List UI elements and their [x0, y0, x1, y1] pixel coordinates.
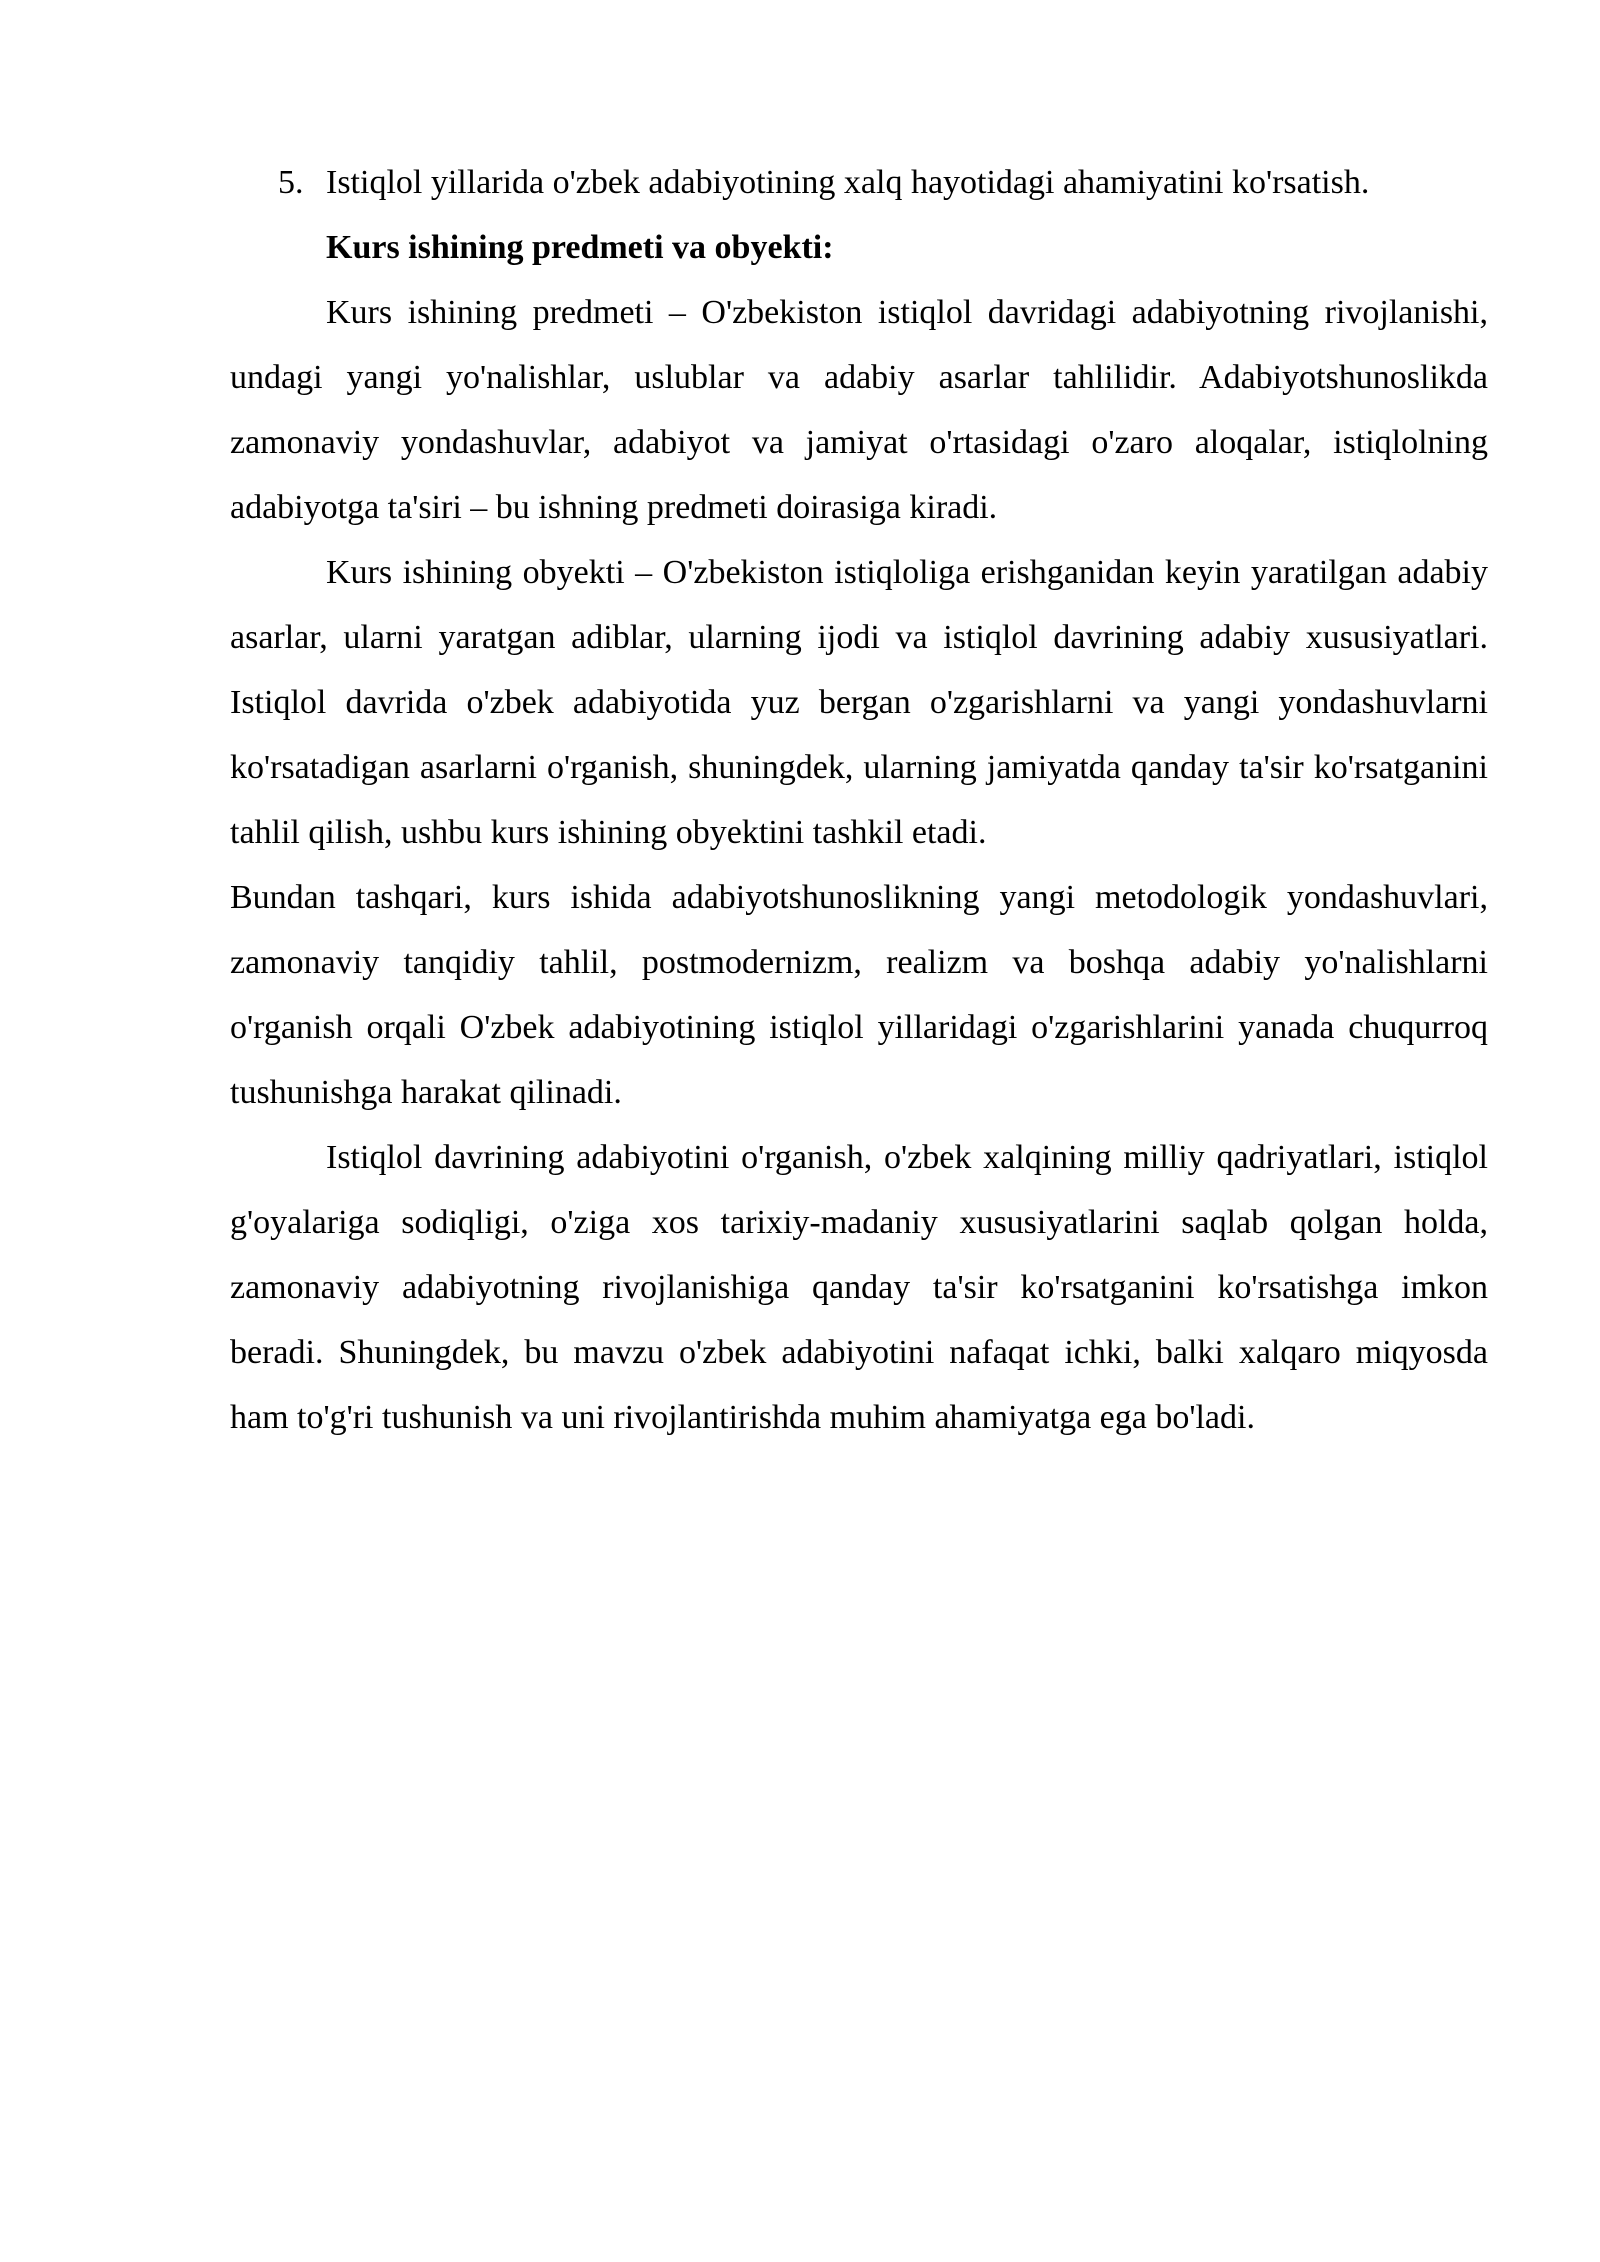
paragraph-subject: Kurs ishining predmeti – O'zbekiston istiqlol davridagi adabiyotning rivojlanishi, undagi yangi yo'nalishlar, uslublar va adabiy asarlar tahlilidir. Adabiyotshunoslikda zamonaviy yondashuvlar, adabiyot va jamiyat o'rtasidagi o'zaro aloqalar, istiqlolning adabiyotga ta'siri – bu ishning predmeti doirasiga kiradi.	[230, 294, 1488, 526]
page-content	[230, 150, 1488, 1450]
numbered-list-item	[230, 150, 1488, 215]
list-item-text: Istiqlol yillarida o'zbek adabiyotining xalq hayotidagi ahamiyatini ko'rsatish.	[326, 164, 1370, 201]
section-heading: Kurs ishining predmeti va obyekti:	[326, 229, 834, 266]
paragraph-object: Kurs ishining obyekti – O'zbekiston istiqloliga erishganidan keyin yaratilgan adabiy asarlar, ularni yaratgan adiblar, ularning ijodi va istiqlol davrining adabiy xususiyatlari. Istiqlol davrida o'zbek adabiyotida yuz bergan o'zgarishlarni va yangi yondashuvlarni ko'rsatadigan asarlarni o'rganish, shuningdek, ularning jamiyatda qanday ta'sir ko'rsatganini tahlil qilish, ushbu kurs ishining obyektini tashkil etadi.	[230, 554, 1488, 851]
paragraph-additional: Bundan tashqari, kurs ishida adabiyotshunoslikning yangi metodologik yondashuvlari, zamonaviy tanqidiy tahlil, postmodernizm, realizm va boshqa adabiy yo'nalishlarni o'rganish orqali O'zbek adabiyotining istiqlol yillaridagi o'zgarishlarini yanada chuqurroq tushunishga harakat qilinadi.	[230, 879, 1488, 1111]
list-item-number: 5.	[278, 164, 304, 201]
paragraph-conclusion: Istiqlol davrining adabiyotini o'rganish, o'zbek xalqining milliy qadriyatlari, istiqlol g'oyalariga sodiqligi, o'ziga xos tarixiy-madaniy xususiyatlarini saqlab qolgan holda, zamonaviy adabiyotning rivojlanishiga qanday ta'sir ko'rsatganini ko'rsatishga imkon beradi. Shuningdek, bu mavzu o'zbek adabiyotini nafaqat ichki, balki xalqaro miqyosda ham to'g'ri tushunish va uni rivojlantirishda muhim ahamiyatga ega bo'ladi.	[230, 1139, 1488, 1436]
